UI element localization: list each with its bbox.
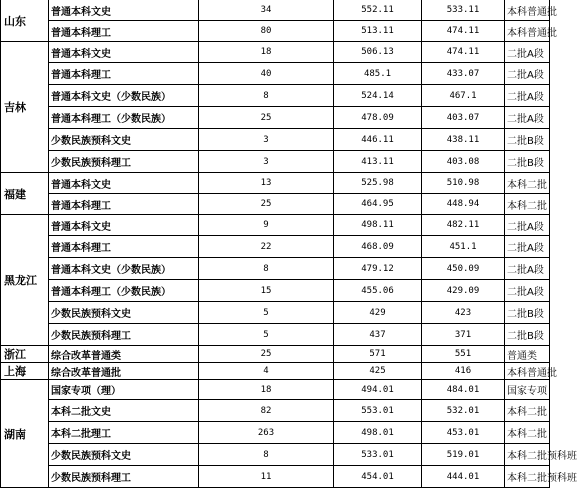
min-score-cell: 403.07 [422,107,505,129]
province-cell: 吉林 [1,42,49,173]
category-cell: 普通本科理工（少数民族） [49,280,199,302]
batch-cell: 本科二批 [505,400,550,422]
min-score-cell: 450.09 [422,258,505,280]
count-cell: 3 [199,151,334,173]
count-cell: 8 [199,444,334,466]
category-cell: 国家专项（理） [49,380,199,400]
max-score-cell: 506.13 [334,42,422,63]
batch-cell: 本科普通批 [505,363,550,380]
count-cell: 4 [199,363,334,380]
category-cell: 综合改革普通类 [49,346,199,363]
min-score-cell: 482.11 [422,215,505,236]
count-cell: 5 [199,302,334,324]
batch-cell: 本科二批 [505,173,550,194]
batch-cell: 本科二批预科班 [505,444,550,466]
table-row [1,0,550,21]
max-score-cell: 479.12 [334,258,422,280]
category-cell: 普通本科理工 [49,21,199,42]
table-row [1,380,550,400]
max-score-cell: 437 [334,324,422,346]
count-cell: 82 [199,400,334,422]
batch-cell: 本科普通批 [505,0,550,21]
table-row [1,85,550,107]
batch-cell: 二批A段 [505,107,550,129]
count-cell: 263 [199,422,334,444]
table-row [1,422,550,444]
category-cell: 普通本科理工 [49,236,199,258]
table-row [1,346,550,363]
count-cell: 25 [199,194,334,215]
max-score-cell: 533.01 [334,444,422,466]
min-score-cell: 371 [422,324,505,346]
table-row [1,280,550,302]
batch-cell: 本科二批 [505,194,550,215]
category-cell: 普通本科文史 [49,173,199,194]
table-row [1,194,550,215]
min-score-cell: 551 [422,346,505,363]
batch-cell: 二批A段 [505,85,550,107]
category-cell: 综合改革普通批 [49,363,199,380]
table-row [1,215,550,236]
max-score-cell: 468.09 [334,236,422,258]
batch-cell: 普通类 [505,346,550,363]
table-row [1,151,550,173]
count-cell: 15 [199,280,334,302]
min-score-cell: 433.07 [422,63,505,85]
max-score-cell: 525.98 [334,173,422,194]
count-cell: 25 [199,107,334,129]
min-score-cell: 519.01 [422,444,505,466]
min-score-cell: 451.1 [422,236,505,258]
max-score-cell: 485.1 [334,63,422,85]
batch-cell: 二批A段 [505,236,550,258]
max-score-cell: 571 [334,346,422,363]
table-row [1,363,550,380]
batch-cell: 二批B段 [505,302,550,324]
count-cell: 18 [199,42,334,63]
count-cell: 11 [199,466,334,488]
max-score-cell: 513.11 [334,21,422,42]
category-cell: 普通本科理工（少数民族） [49,107,199,129]
category-cell: 普通本科文史（少数民族） [49,85,199,107]
max-score-cell: 478.09 [334,107,422,129]
batch-cell: 二批A段 [505,42,550,63]
table-row [1,444,550,466]
table-row [1,236,550,258]
count-cell: 18 [199,380,334,400]
min-score-cell: 532.01 [422,400,505,422]
max-score-cell: 553.01 [334,400,422,422]
batch-cell: 本科普通批 [505,21,550,42]
max-score-cell: 413.11 [334,151,422,173]
category-cell: 少数民族预科文史 [49,129,199,151]
table-row [1,42,550,63]
table-row [1,63,550,85]
category-cell: 少数民族预科文史 [49,302,199,324]
min-score-cell: 467.1 [422,85,505,107]
batch-cell: 本科二批 [505,422,550,444]
category-cell: 少数民族预科理工 [49,151,199,173]
max-score-cell: 552.11 [334,0,422,21]
min-score-cell: 484.01 [422,380,505,400]
category-cell: 普通本科文史（少数民族） [49,258,199,280]
min-score-cell: 423 [422,302,505,324]
table-row [1,324,550,346]
table-row [1,21,550,42]
batch-cell: 二批A段 [505,258,550,280]
min-score-cell: 416 [422,363,505,380]
min-score-cell: 510.98 [422,173,505,194]
province-cell: 浙江 [1,346,49,363]
category-cell: 普通本科文史 [49,42,199,63]
table-row [1,173,550,194]
province-cell: 上海 [1,363,49,380]
province-cell: 山东 [1,0,49,42]
min-score-cell: 438.11 [422,129,505,151]
count-cell: 25 [199,346,334,363]
count-cell: 5 [199,324,334,346]
count-cell: 40 [199,63,334,85]
table-row [1,129,550,151]
max-score-cell: 454.01 [334,466,422,488]
max-score-cell: 494.01 [334,380,422,400]
count-cell: 9 [199,215,334,236]
province-cell: 福建 [1,173,49,215]
max-score-cell: 524.14 [334,85,422,107]
max-score-cell: 425 [334,363,422,380]
category-cell: 本科二批理工 [49,422,199,444]
batch-cell: 二批A段 [505,280,550,302]
min-score-cell: 448.94 [422,194,505,215]
max-score-cell: 455.06 [334,280,422,302]
category-cell: 普通本科理工 [49,194,199,215]
table-row [1,302,550,324]
min-score-cell: 474.11 [422,42,505,63]
table-row [1,466,550,488]
count-cell: 13 [199,173,334,194]
category-cell: 少数民族预科理工 [49,324,199,346]
batch-cell: 国家专项 [505,380,550,400]
batch-cell: 二批A段 [505,63,550,85]
count-cell: 3 [199,129,334,151]
table-row [1,400,550,422]
table-row [1,258,550,280]
category-cell: 本科二批文史 [49,400,199,422]
count-cell: 34 [199,0,334,21]
max-score-cell: 446.11 [334,129,422,151]
count-cell: 80 [199,21,334,42]
max-score-cell: 498.11 [334,215,422,236]
count-cell: 22 [199,236,334,258]
batch-cell: 二批B段 [505,129,550,151]
category-cell: 普通本科文史 [49,0,199,21]
min-score-cell: 403.08 [422,151,505,173]
batch-cell: 本科二批预科班 [505,466,550,488]
category-cell: 少数民族预科理工 [49,466,199,488]
min-score-cell: 453.01 [422,422,505,444]
province-cell: 湖南 [1,380,49,488]
batch-cell: 二批B段 [505,151,550,173]
min-score-cell: 429.09 [422,280,505,302]
table-row [1,107,550,129]
count-cell: 8 [199,85,334,107]
min-score-cell: 474.11 [422,21,505,42]
province-cell: 黑龙江 [1,215,49,346]
category-cell: 普通本科理工 [49,63,199,85]
category-cell: 少数民族预科文史 [49,444,199,466]
max-score-cell: 429 [334,302,422,324]
batch-cell: 二批A段 [505,215,550,236]
category-cell: 普通本科文史 [49,215,199,236]
batch-cell: 二批B段 [505,324,550,346]
max-score-cell: 464.95 [334,194,422,215]
count-cell: 8 [199,258,334,280]
min-score-cell: 444.01 [422,466,505,488]
min-score-cell: 533.11 [422,0,505,21]
max-score-cell: 498.01 [334,422,422,444]
